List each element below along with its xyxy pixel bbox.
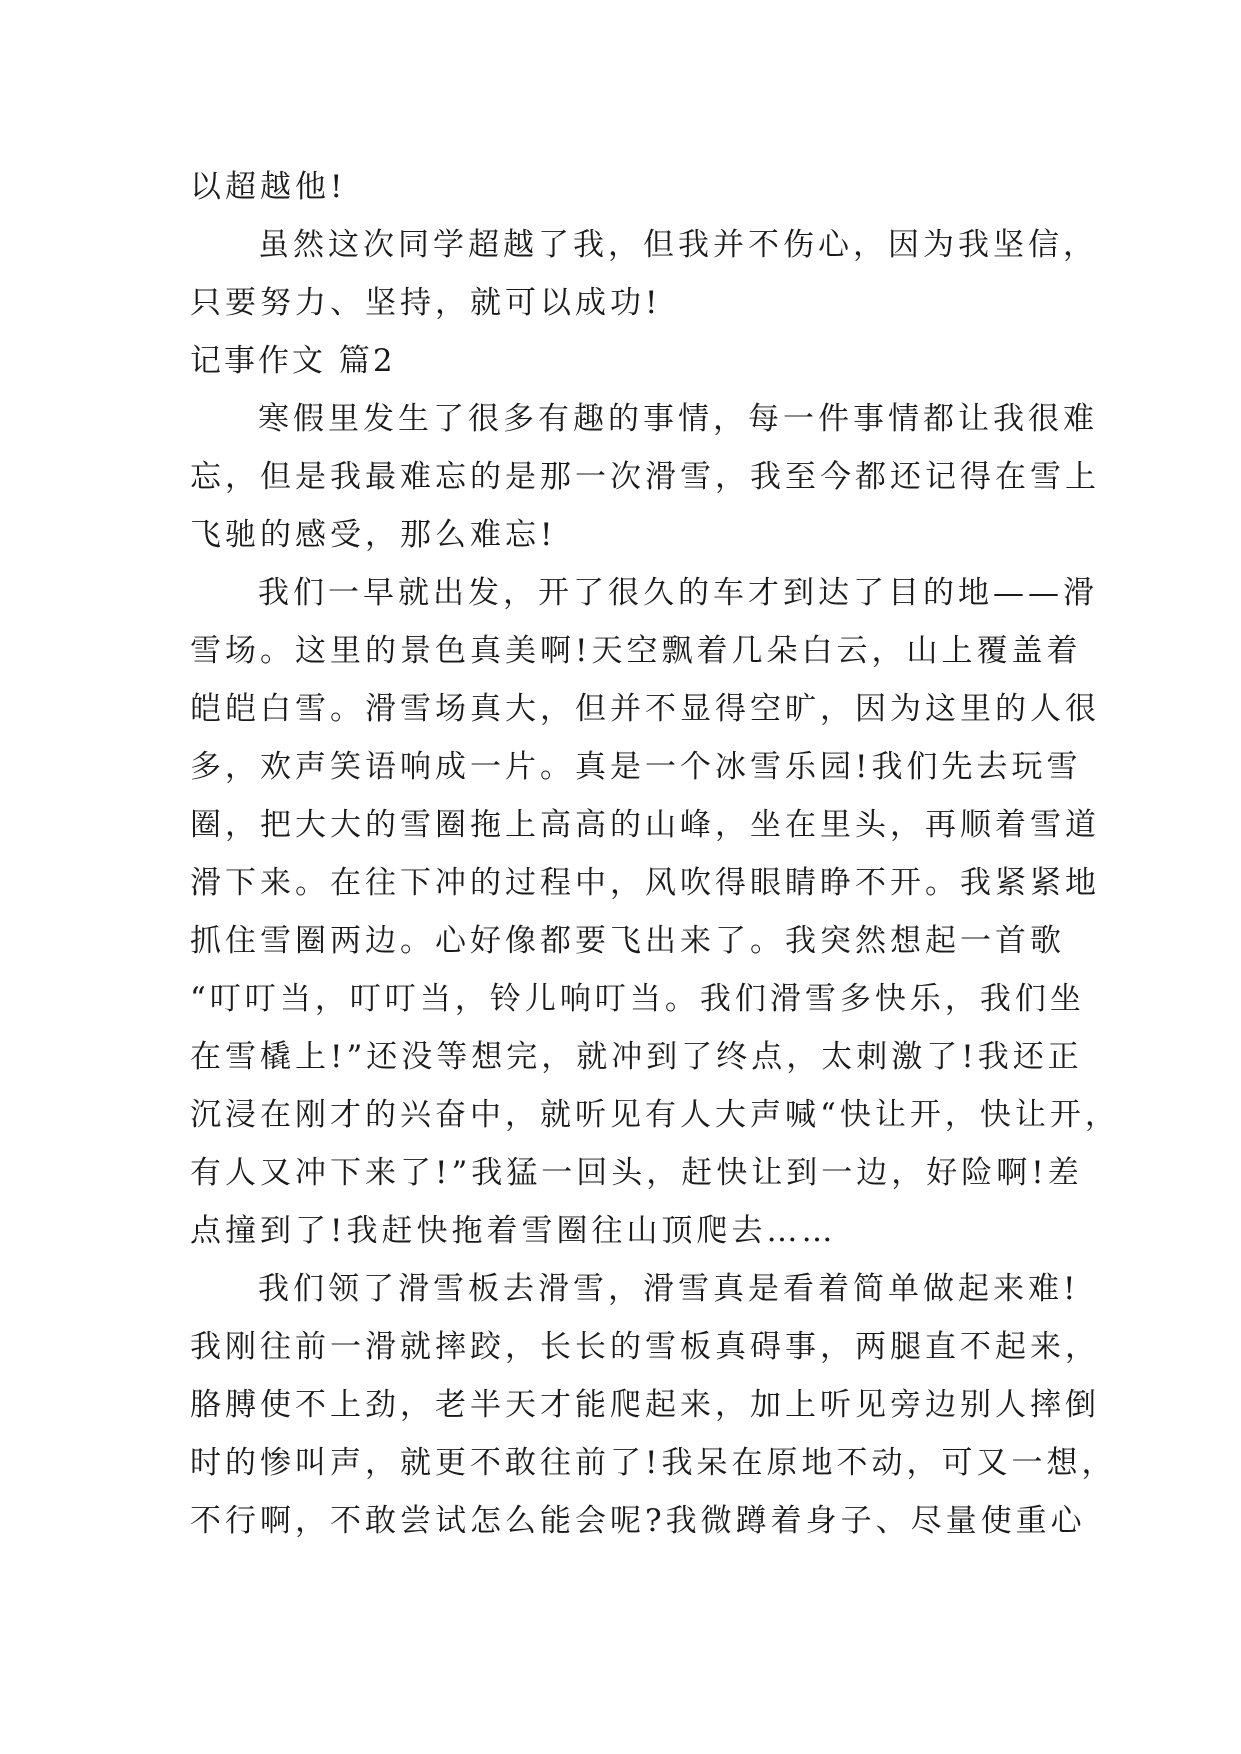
- text-line: 我们领了滑雪板去滑雪，滑雪真是看着简单做起来难!: [258, 1271, 1080, 1307]
- text-line: “叮叮当，叮叮当，铃儿响叮当。我们滑雪多快乐，我们坐: [190, 981, 1085, 1017]
- text-line: 时的惨叫声，就更不敢往前了!我呆在原地不动，可又一想，: [190, 1445, 1117, 1481]
- text-line: 虽然这次同学超越了我，但我并不伤心，因为我坚信，: [258, 227, 1098, 263]
- text-line: 以超越他!: [190, 169, 347, 205]
- text-line: 雪场。这里的景色真美啊!天空飘着几朵白云，山上覆盖着: [190, 633, 1082, 669]
- text-line: 沉浸在刚才的兴奋中，就听见有人大声喊“快让开，快让开，: [190, 1097, 1120, 1133]
- text-line: 只要努力、坚持，就可以成功!: [190, 285, 662, 321]
- text-line: 忘，但是我最难忘的是那一次滑雪，我至今都还记得在雪上: [190, 459, 1100, 495]
- text-line: 飞驰的感受，那么难忘!: [190, 517, 557, 553]
- text-line: 不行啊，不敢尝试怎么能会呢?我微蹲着身子、尽量使重心: [190, 1503, 1086, 1539]
- text-line: 有人又冲下来了!”我猛一回头，赶快让到一边，好险啊!差: [190, 1155, 1083, 1191]
- text-line: 皑皑白雪。滑雪场真大，但并不显得空旷，因为这里的人很: [190, 691, 1100, 727]
- text-line: 滑下来。在往下冲的过程中，风吹得眼睛睁不开。我紧紧地: [190, 865, 1100, 901]
- text-line: 多，欢声笑语响成一片。真是一个冰雪乐园!我们先去玩雪: [190, 749, 1082, 785]
- article-body: [190, 158, 1120, 1550]
- text-line: 在雪橇上!”还没等想完，就冲到了终点，太刺激了!我还正: [190, 1039, 1083, 1075]
- text-line: 我们一早就出发，开了很久的车才到达了目的地——滑: [258, 575, 1098, 611]
- text-line: 圈，把大大的雪圈拖上高高的山峰，坐在里头，再顺着雪道: [190, 807, 1100, 843]
- text-line: 抓住雪圈两边。心好像都要飞出来了。我突然想起一首歌: [190, 923, 1065, 959]
- section-heading: 记事作文 篇2: [190, 343, 396, 379]
- text-line: 我刚往前一滑就摔跤，长长的雪板真碍事，两腿直不起来，: [190, 1329, 1100, 1365]
- text-line: 胳膊使不上劲，老半天才能爬起来，加上听见旁边别人摔倒: [190, 1387, 1100, 1423]
- text-line: 寒假里发生了很多有趣的事情，每一件事情都让我很难: [258, 401, 1098, 437]
- text-line: 点撞到了!我赶快拖着雪圈往山顶爬去……: [190, 1213, 837, 1249]
